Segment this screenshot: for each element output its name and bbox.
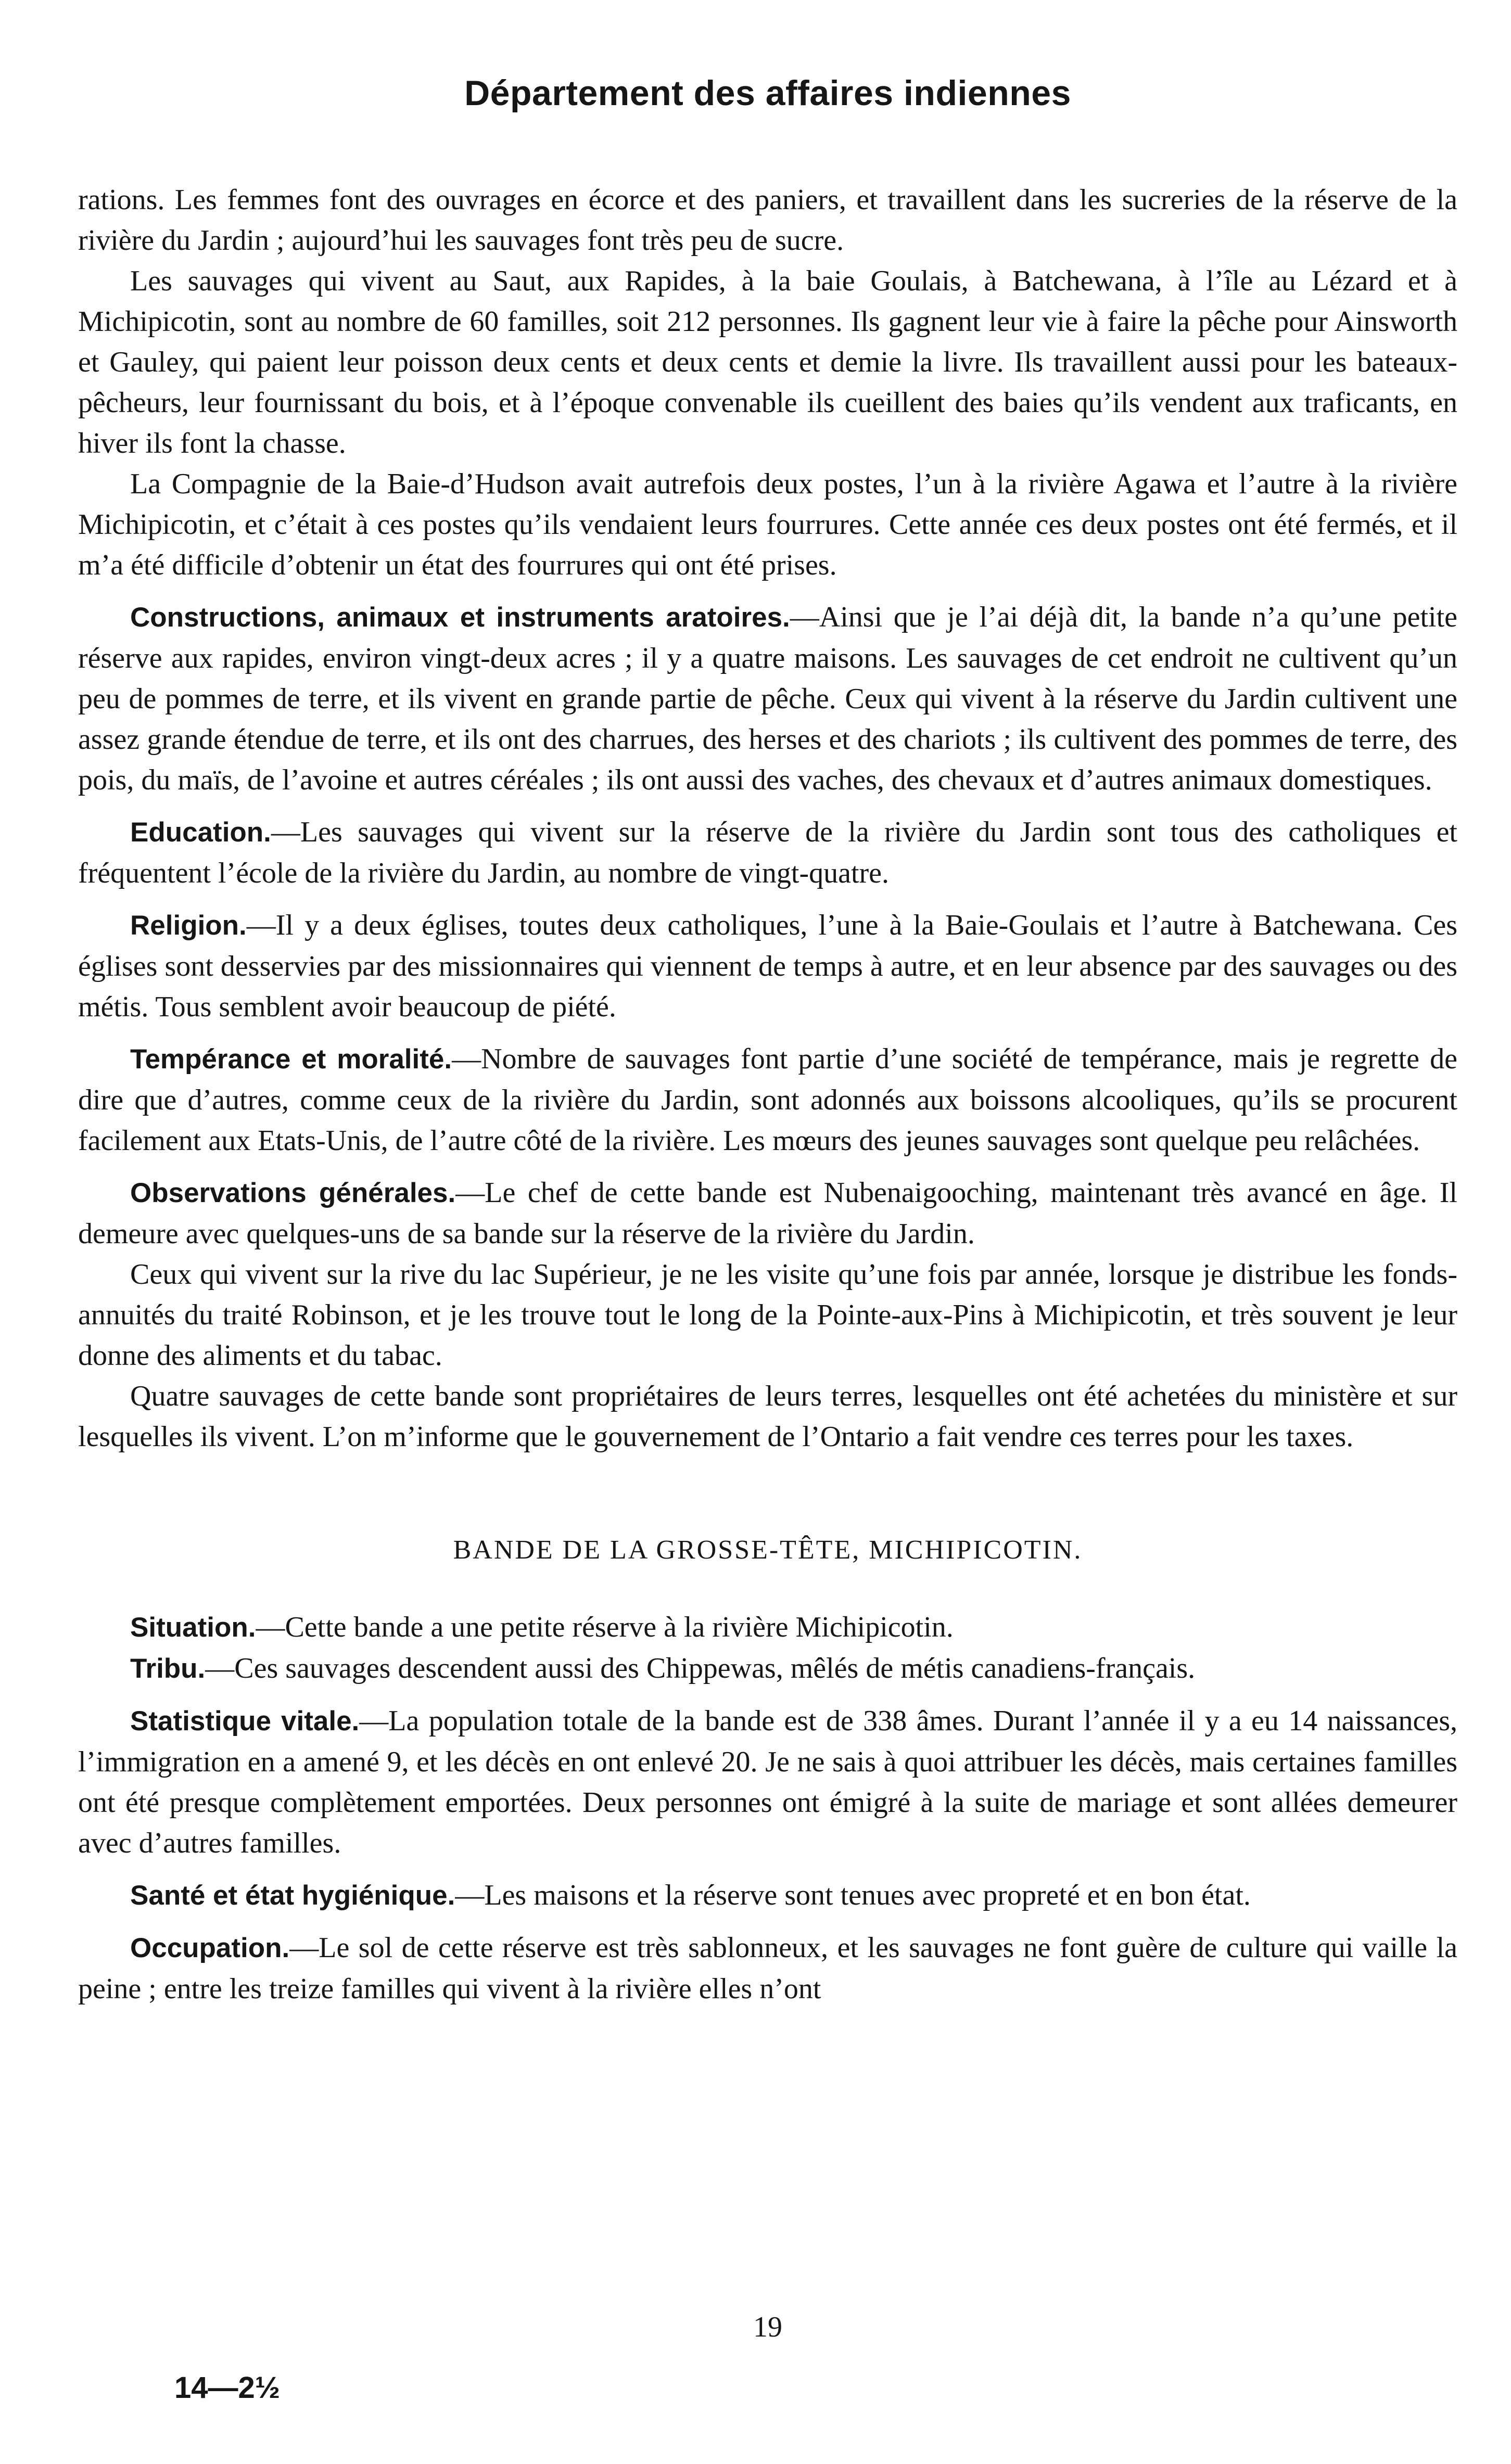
page-number: 19 xyxy=(753,2311,782,2343)
printer-signature-mark: 14—2½ xyxy=(174,2371,281,2405)
document-page xyxy=(78,0,1457,2464)
paragraph-text: —Ainsi que je l’ai déjà dit, la bande n’a qu’une petite réserve aux rapides, environ vingt-deux acres ; il y a quatre maisons. Les sauvages de cet endroit ne cultivent qu’un peu de pommes de terre, et ils vivent en grande partie de pêche. Ceux qui vivent à la réserve du Jardin cultivent une assez grande étendue de terre, et ils ont des charrues, des herses et des chariots ; ils cultivent des pommes de terre, des pois, du maïs, de l’avoine et autres céréales ; ils ont aussi des vaches, des chevaux et d’autres animaux domestiques. xyxy=(78,601,1457,796)
running-head: Département des affaires indiennes xyxy=(464,73,1071,113)
paragraph-text: —Il y a deux églises, toutes deux catholiques, l’une à la Baie-Goulais et l’autre à Batchewana. Ces églises sont desservies par des missionnaires qui viennent de temps à autre, et en leur absence par des sauvages ou des métis. Tous semblent avoir beaucoup de piété. xyxy=(78,909,1457,1023)
paragraph xyxy=(78,597,1457,800)
paragraph-text: —Nombre de sauvages font partie d’une société de tempérance, mais je regrette de dire que d’autres, comme ceux de la rivière du Jardin, sont adonnés aux boissons alcooliques, qu’ils se procurent facilement aux Etats-Unis, de l’autre côté de la rivière. Les mœurs des jeunes sauvages sont quelque peu relâchées. xyxy=(78,1043,1457,1157)
paragraph-text: —Ces sauvages descendent aussi des Chippewas, mêlés de métis canadiens-français. xyxy=(205,1652,1196,1684)
paragraph-lead: Statistique vitale. xyxy=(130,1706,360,1737)
paragraph-text: —Le chef de cette bande est Nubenaigooching, maintenant très avancé en âge. Il demeure avec quelques-uns de sa bande sur la réserve de la rivière du Jardin. xyxy=(78,1177,1457,1250)
paragraph: rations. Les femmes font des ouvrages en écorce et des paniers, et travaillent dans les sucreries de la réserve de la rivière du Jardin ; aujourd’hui les sauvages font très peu de sucre. xyxy=(78,184,1457,257)
paragraph xyxy=(78,1607,1457,1648)
paragraph-lead: Observations générales. xyxy=(130,1178,456,1208)
paragraph-lead: Situation. xyxy=(130,1612,256,1643)
paragraph-lead: Occupation. xyxy=(130,1933,290,1963)
paragraph-lead: Education. xyxy=(130,817,271,848)
paragraph xyxy=(78,1172,1457,1254)
paragraph-text: —Les sauvages qui vivent sur la réserve de la rivière du Jardin sont tous des catholiques et fréquentent l’école de la rivière du Jardin, au nombre de vingt-quatre. xyxy=(78,816,1457,889)
paragraph-lead: Religion. xyxy=(130,910,247,941)
paragraph xyxy=(78,1927,1457,2009)
paragraph: Ceux qui vivent sur la rive du lac Supérieur, je ne les visite qu’une fois par année, lorsque je distribue les fonds-annuités du traité Robinson, et je les trouve tout le long de la Pointe-aux-Pins à Michipicotin, et très souvent je leur donne des aliments et du tabac. xyxy=(78,1258,1457,1372)
paragraph: Les sauvages qui vivent au Saut, aux Rapides, à la baie Goulais, à Batchewana, à l’île au Lézard et à Michipicotin, sont au nombre de 60 familles, soit 212 personnes. Ils gagnent leur vie à faire la pêche pour Ainsworth et Gauley, qui paient leur poisson deux cents et deux cents et demie la livre. Ils travaillent aussi pour les bateaux-pêcheurs, leur fournissant du bois, et à l’époque convenable ils cueillent des baies qu’ils vendent aux traficants, en hiver ils font la chasse. xyxy=(78,265,1457,459)
paragraph xyxy=(78,1648,1457,1689)
paragraph-text: —La population totale de la bande est de 338 âmes. Durant l’année il y a eu 14 naissances, l’immigration en a amené 9, et les décès en ont enlevé 20. Je ne sais à quoi attribuer les décès, mais certaines familles ont été presque complètement emportées. Deux personnes ont émigré à la suite de mariage et sont allées demeurer avec d’autres familles. xyxy=(78,1705,1458,1859)
paragraph xyxy=(78,1039,1457,1161)
paragraph xyxy=(78,1875,1457,1916)
paragraph-text: —Les maisons et la réserve sont tenues avec propreté et en bon état. xyxy=(455,1879,1251,1911)
paragraph-text: —Cette bande a une petite réserve à la rivière Michipicotin. xyxy=(256,1611,954,1643)
body-text xyxy=(78,180,1457,2009)
paragraph-text: —Le sol de cette réserve est très sablonneux, et les sauvages ne font guère de culture qui vaille la peine ; entre les treize familles qui vivent à la rivière elles n’ont xyxy=(78,1932,1457,2005)
paragraph xyxy=(78,1701,1457,1863)
paragraph xyxy=(78,905,1457,1027)
paragraph-lead: Constructions, animaux et instruments aratoires. xyxy=(130,602,790,633)
paragraph-lead: Tempérance et moralité. xyxy=(130,1044,452,1075)
paragraph: La Compagnie de la Baie-d’Hudson avait autrefois deux postes, l’un à la rivière Agawa et l’autre à la rivière Michipicotin, et c’était à ces postes qu’ils vendaient leurs fourrures. Cette année ces deux postes ont été fermés, et il m’a été difficile d’obtenir un état des fourrures qui ont été prises. xyxy=(78,468,1457,581)
paragraph-lead: Tribu. xyxy=(130,1653,206,1684)
paragraph-lead: Santé et état hygiénique. xyxy=(130,1880,455,1911)
paragraph xyxy=(78,812,1457,893)
paragraph: Quatre sauvages de cette bande sont propriétaires de leurs terres, lesquelles ont été achetées du ministère et sur lesquelles ils vivent. L’on m’informe que le gouvernement de l’Ontario a fait vendre ces terres pour les taxes. xyxy=(78,1380,1457,1453)
section-title: BANDE DE LA GROSSE-TÊTE, MICHIPICOTIN. xyxy=(453,1535,1083,1565)
